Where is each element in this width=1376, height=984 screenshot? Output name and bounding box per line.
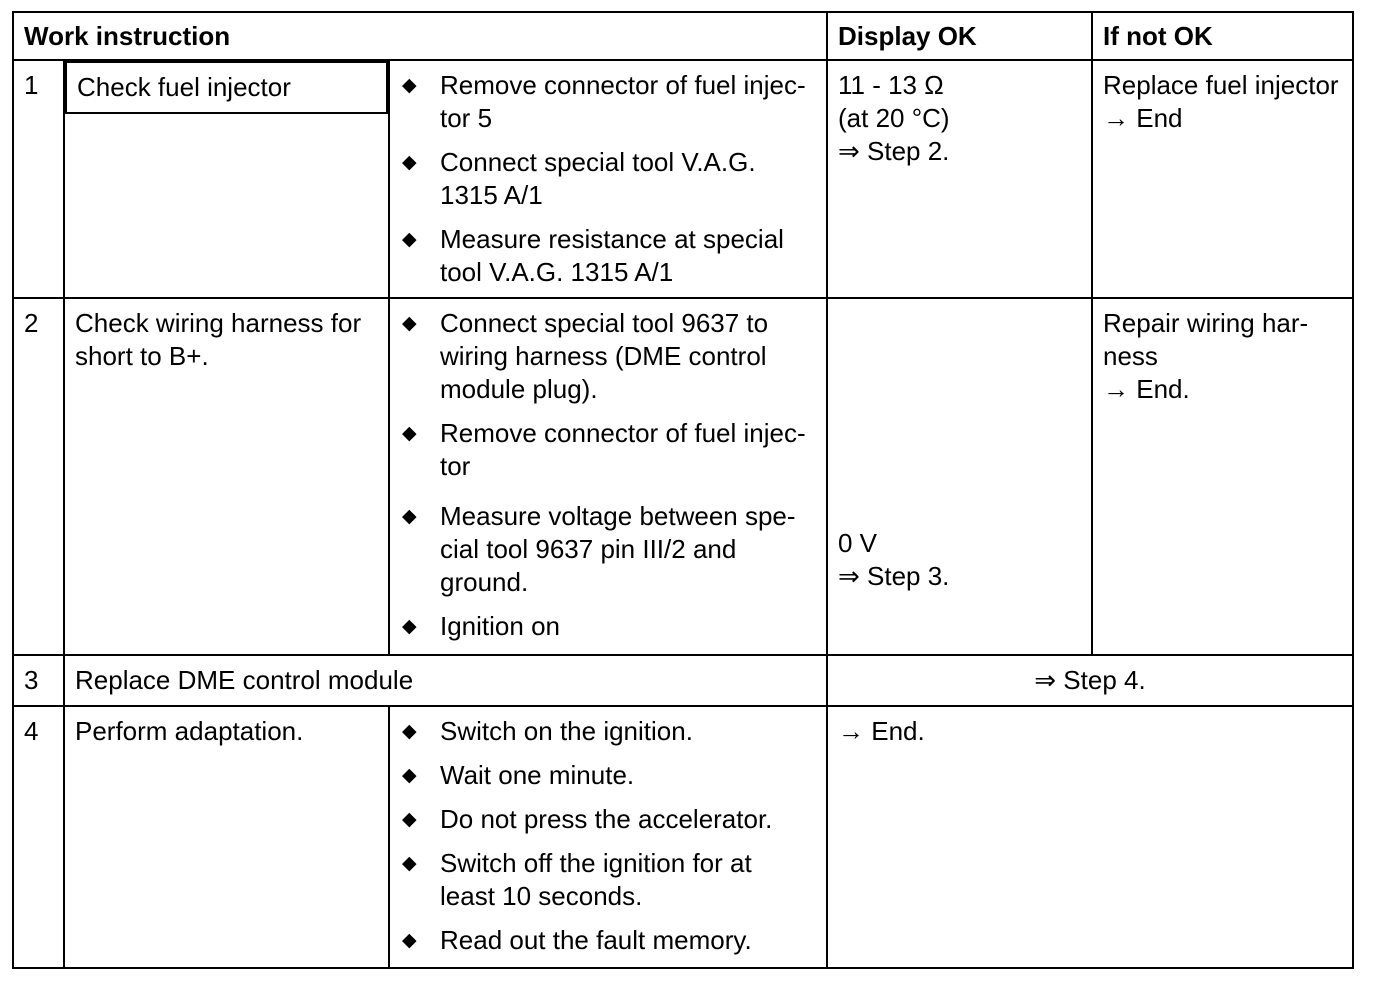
table-row xyxy=(13,60,1353,298)
diamond-bullet-icon: ◆ xyxy=(402,423,417,444)
diamond-bullet-icon: ◆ xyxy=(402,809,417,830)
diamond-bullet-icon: ◆ xyxy=(402,506,417,527)
step-item: ◆ Read out the fault memory. xyxy=(402,925,752,955)
step-item: ◆ Switch off the ignition for at least 10 seconds. xyxy=(402,848,752,911)
diamond-bullet-icon: ◆ xyxy=(402,765,417,786)
diamond-bullet-icon: ◆ xyxy=(402,616,417,637)
step-item: ◆ Ignition on xyxy=(402,611,560,641)
task-cell: Check fuel injector xyxy=(65,61,388,114)
task-cell: Perform adaptation. xyxy=(64,706,389,968)
step-item: ◆ Do not press the accelerator. xyxy=(402,804,773,834)
step-item: ◆ Remove connector of fuel injec- tor 5 xyxy=(402,70,806,133)
task-cell: Replace DME control module xyxy=(64,655,827,706)
display-ok-cell: 0 V ⇒ Step 3. xyxy=(827,298,1092,655)
diamond-bullet-icon: ◆ xyxy=(402,313,417,334)
step-number: 2 xyxy=(13,298,64,655)
step-item: ◆ Measure voltage between spe- cial tool 9637 pin III/2 and ground. xyxy=(402,501,796,597)
step-number: 3 xyxy=(13,655,64,706)
if-not-ok-cell: Repair wiring har- ness → End. xyxy=(1092,298,1353,655)
header-display-ok: Display OK xyxy=(827,12,1092,60)
table-row xyxy=(13,706,1353,968)
step-item: ◆ Measure resistance at special tool V.A.G. 1315 A/1 xyxy=(402,224,784,287)
step-item: ◆ Switch on the ignition. xyxy=(402,716,693,746)
header-work-instruction: Work instruction xyxy=(13,12,827,60)
steps-cell xyxy=(389,60,827,298)
header-if-not-ok: If not OK xyxy=(1092,12,1353,60)
result-cell: → End. xyxy=(827,706,1353,968)
step-item: ◆ Connect special tool 9637 to wiring harness (DME control module plug). xyxy=(402,308,769,404)
steps-cell xyxy=(389,298,827,655)
step-item: ◆ Remove connector of fuel injec- tor xyxy=(402,418,806,481)
diamond-bullet-icon: ◆ xyxy=(402,152,417,173)
diamond-bullet-icon: ◆ xyxy=(402,853,417,874)
step-number: 4 xyxy=(13,706,64,968)
diamond-bullet-icon: ◆ xyxy=(402,229,417,250)
step-item: ◆ Wait one minute. xyxy=(402,760,635,790)
step-item: ◆ Connect special tool V.A.G. 1315 A/1 xyxy=(402,147,756,210)
step-number: 1 xyxy=(13,60,64,298)
diamond-bullet-icon: ◆ xyxy=(402,721,417,742)
diamond-bullet-icon: ◆ xyxy=(402,75,417,96)
steps-cell xyxy=(389,706,827,968)
result-cell: ⇒ Step 4. xyxy=(827,655,1353,706)
task-cell: Check wiring harness for short to B+. xyxy=(64,298,389,655)
if-not-ok-cell: Replace fuel injector → End xyxy=(1092,60,1353,298)
table-row xyxy=(13,655,1353,706)
work-instruction-table xyxy=(12,11,1354,969)
table-row xyxy=(13,298,1353,655)
header-row xyxy=(13,12,1353,60)
display-ok-cell: 11 - 13 Ω (at 20 °C) ⇒ Step 2. xyxy=(827,60,1092,298)
diamond-bullet-icon: ◆ xyxy=(402,930,417,951)
